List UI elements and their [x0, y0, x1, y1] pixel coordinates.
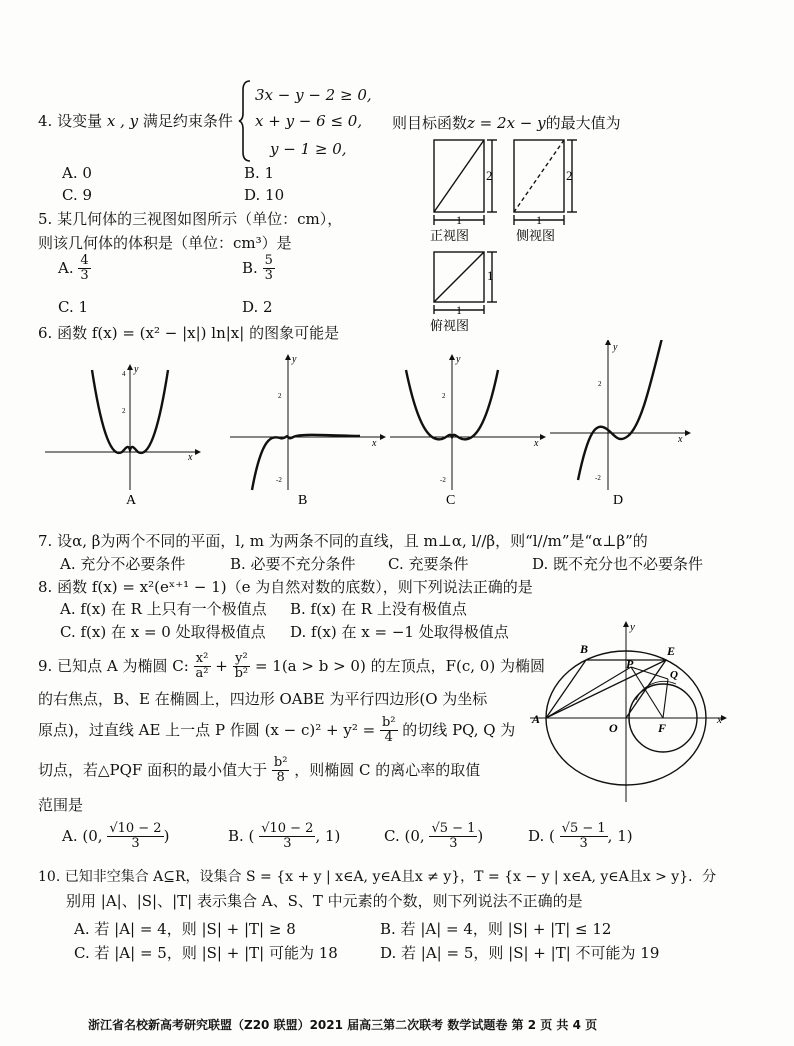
- q5-option-b: B. $\frac{5}{3}$: [242, 253, 273, 284]
- constraint-3: y − 1 ≥ 0,: [270, 140, 347, 158]
- q7-option-c: C. 充要条件: [388, 555, 469, 573]
- q4-option-c: C. 9: [62, 186, 93, 204]
- graph-d-label: D: [613, 493, 624, 508]
- q9-line5: 范围是: [38, 796, 84, 814]
- side-dim-1: 1: [536, 213, 542, 227]
- q8-option-d: D. f(x) 在 x = −1 处取得极值点: [290, 623, 509, 641]
- svg-text:-2: -2: [440, 476, 446, 484]
- q7-option-a: A. 充分不必要条件: [60, 555, 186, 573]
- constraint-brace: [238, 80, 252, 162]
- q10-line2: 别用 |A|、|S|、|T| 表示集合 A、S、T 中元素的个数，则下列说法不正确的是: [66, 892, 583, 910]
- svg-text:2: 2: [122, 407, 126, 415]
- svg-text:2: 2: [442, 392, 446, 400]
- q9-option-c: C. (0, $\frac{√5 - 1}{3}$ ): [384, 821, 484, 852]
- q10-line1: 10. 已知非空集合 A⊆R，设集合 S = {x + y | x∈A, y∈A且x ≠ y}，T = {x − y | x∈A, y∈A且x > y}．分: [38, 869, 717, 885]
- graph-a: [45, 364, 200, 508]
- graph-a-label: A: [126, 493, 137, 508]
- svg-text:-2: -2: [595, 474, 601, 482]
- svg-text:O: O: [609, 721, 618, 735]
- q4-tail: 则目标函数z = 2x − y的最大值为: [392, 114, 621, 132]
- q4-option-d: D. 10: [244, 186, 285, 204]
- svg-text:E: E: [667, 644, 676, 658]
- q7-option-b: B. 必要不充分条件: [230, 555, 356, 573]
- q5-option-a: A. $\frac{4}{3}$: [58, 253, 89, 284]
- svg-text:y: y: [630, 621, 635, 633]
- svg-text:A: A: [532, 712, 541, 726]
- q4-stem: 4. 设变量 x , y 满足约束条件: [38, 112, 233, 130]
- q9-line3: 原点)，过直线 AE 上一点 P 作圆 (x − c)² + y² = $\frac{\text{b²}}{4}$ 的切线 PQ, Q 为: [38, 715, 516, 746]
- q5-option-d: D. 2: [242, 298, 273, 316]
- q8-stem: 8. 函数 f(x) = x²(eˣ⁺¹ − 1)（e 为自然对数的底数），则下列说法正确的是: [38, 578, 533, 596]
- svg-text:x: x: [717, 714, 722, 726]
- top-dim-1: 1: [456, 303, 462, 317]
- front-dim-2: 2: [486, 168, 493, 183]
- front-view-label: 正视图: [430, 228, 470, 243]
- q9-option-a: A. (0, $\frac{√10 - 2}{3}$ ): [62, 821, 170, 852]
- constraint-1: 3x − y − 2 ≥ 0,: [255, 86, 372, 104]
- q9-line1: 9. 已知点 A 为椭圆 C: $\frac{\text{x²}}{\text{a²}}$ + $\frac{\text{y²}}{\text{b²}}$ = 1(a > b > 0) 的左顶点，F(c, 0) 为椭圆: [38, 651, 545, 682]
- q4-option-a: A. 0: [62, 164, 92, 182]
- q10-option-b: B. 若 |A| = 4，则 |S| + |T| ≤ 12: [380, 920, 612, 938]
- svg-text:y: y: [613, 342, 618, 353]
- q10-option-a: A. 若 |A| = 4，则 |S| + |T| ≥ 8: [74, 920, 296, 938]
- graph-b: [230, 354, 385, 508]
- q6-graphs: [40, 340, 740, 520]
- svg-text:y: y: [134, 364, 139, 375]
- svg-text:F: F: [658, 721, 667, 735]
- top-dim-1b: 1: [487, 268, 494, 283]
- top-view: [434, 252, 497, 314]
- q10-option-c: C. 若 |A| = 5，则 |S| + |T| 可能为 18: [74, 944, 338, 962]
- front-dim-1: 1: [456, 213, 462, 227]
- svg-text:2: 2: [598, 380, 602, 388]
- q8-option-c: C. f(x) 在 x = 0 处取得极值点: [60, 623, 266, 641]
- svg-text:4: 4: [122, 370, 126, 378]
- q5-option-c: C. 1: [58, 298, 89, 316]
- q9-option-d: D. ( $\frac{√5 - 1}{3}$ , 1): [528, 821, 633, 852]
- constraint-2: x + y − 6 ≤ 0,: [255, 112, 363, 130]
- q5-line1: 5. 某几何体的三视图如图所示（单位：cm），: [38, 210, 343, 228]
- side-view-label: 侧视图: [516, 228, 556, 243]
- q5-line2: 则该几何体的体积是（单位：cm³）是: [38, 234, 292, 252]
- svg-text:y: y: [456, 354, 461, 365]
- q6-stem: 6. 函数 f(x) = (x² − |x|) ln|x| 的图象可能是: [38, 324, 340, 342]
- q7-stem: 7. 设α, β为两个不同的平面，l, m 为两条不同的直线，且 m⊥α, l//β，则“l//m”是“α⊥β”的: [38, 532, 648, 550]
- svg-text:x: x: [372, 438, 377, 449]
- q8-option-b: B. f(x) 在 R 上没有极值点: [290, 600, 467, 618]
- top-view-label: 俯视图: [430, 318, 470, 333]
- q9-option-b: B. ( $\frac{√10 - 2}{3}$ , 1): [228, 821, 341, 852]
- svg-text:y: y: [292, 354, 297, 365]
- q7-option-d: D. 既不充分也不必要条件: [532, 555, 704, 573]
- svg-text:x: x: [188, 452, 193, 463]
- svg-text:Q: Q: [670, 669, 678, 681]
- side-dim-2: 2: [566, 168, 573, 183]
- svg-text:x: x: [534, 438, 539, 449]
- svg-text:P: P: [626, 657, 634, 671]
- graph-c-label: C: [446, 493, 456, 508]
- svg-text:-2: -2: [276, 476, 282, 484]
- q10-option-d: D. 若 |A| = 5，则 |S| + |T| 不可能为 19: [380, 944, 660, 962]
- ellipse-figure: [526, 620, 736, 805]
- svg-text:B: B: [580, 642, 589, 656]
- q9-line4: 切点，若△PQF 面积的最小值大于 $\frac{\text{b²}}{8}$ ，则椭圆 C 的离心率的取值: [38, 755, 481, 786]
- graph-c: [390, 354, 545, 508]
- graph-b-label: B: [298, 493, 308, 508]
- page-footer: 浙江省名校新高考研究联盟（Z20 联盟）2021 届高三第二次联考 数学试题卷 第 2 页 共 4 页: [88, 1018, 598, 1032]
- q4-option-b: B. 1: [244, 164, 275, 182]
- q8-option-a: A. f(x) 在 R 上只有一个极值点: [60, 600, 267, 618]
- q9-line2: 的右焦点，B、E 在椭圆上，四边形 OABE 为平行四边形(O 为坐标: [38, 690, 488, 708]
- three-views-figure: [420, 130, 600, 340]
- svg-text:2: 2: [278, 392, 282, 400]
- svg-text:x: x: [678, 434, 683, 445]
- graph-d: [550, 340, 690, 508]
